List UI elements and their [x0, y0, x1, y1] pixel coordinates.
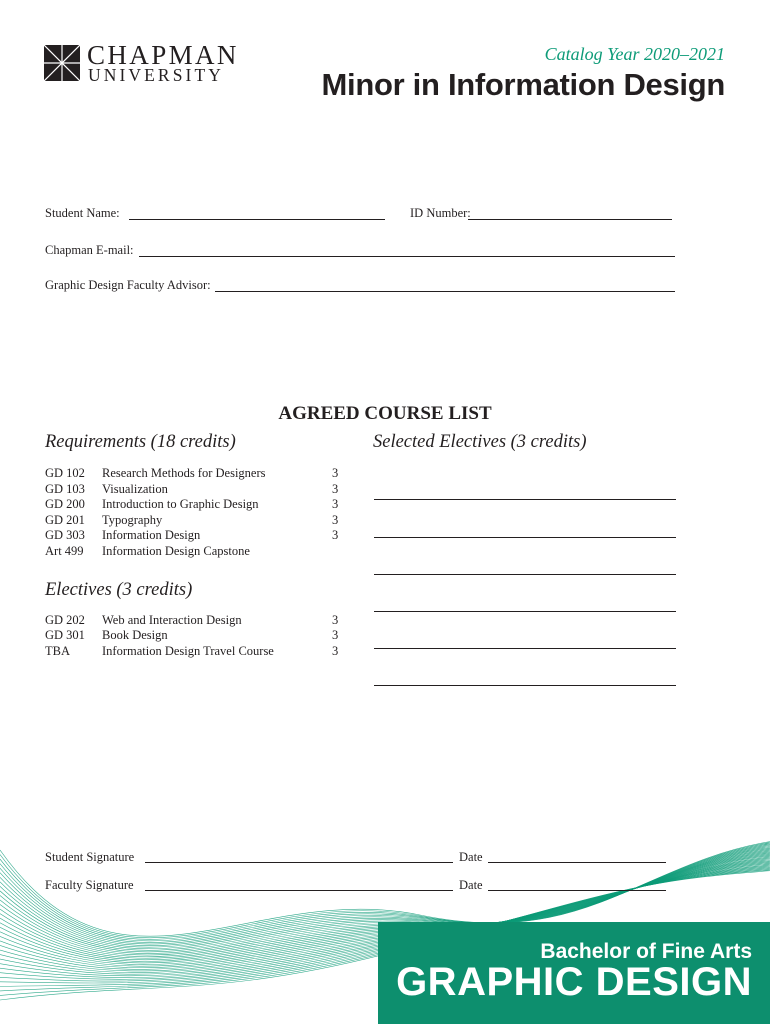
requirement-course-row [45, 481, 345, 497]
faculty-date-field[interactable] [488, 890, 666, 891]
id-number-field[interactable] [468, 219, 672, 220]
chapman-logo [44, 40, 244, 87]
requirement-course-row [45, 465, 345, 481]
chapman-email-label: Chapman E-mail: [45, 243, 134, 257]
requirement-course-row [45, 512, 345, 528]
selected-elective-field-5[interactable] [374, 648, 676, 649]
elective-course-row [45, 643, 345, 659]
course-credits: 3 [332, 466, 339, 480]
logo-wordmark-chapman: CHAPMAN [87, 40, 239, 70]
selected-elective-field-3[interactable] [374, 574, 676, 575]
selected-elective-field-4[interactable] [374, 611, 676, 612]
selected-elective-field-2[interactable] [374, 537, 676, 538]
elective-course-row [45, 612, 345, 628]
course-code: GD 303 [45, 528, 85, 542]
course-code: GD 103 [45, 482, 85, 496]
requirement-course-row [45, 496, 345, 512]
course-code: GD 201 [45, 513, 85, 527]
faculty-signature-field[interactable] [145, 890, 453, 891]
course-credits: 3 [332, 482, 339, 496]
student-name-field[interactable] [129, 219, 385, 220]
course-name: Information Design Capstone [102, 544, 250, 558]
course-name: Information Design Travel Course [102, 644, 274, 658]
electives-heading: Electives (3 credits) [45, 580, 193, 600]
course-code: GD 102 [45, 466, 85, 480]
course-name: Introduction to Graphic Design [102, 497, 259, 511]
course-credits: 3 [332, 628, 339, 642]
chapman-email-field[interactable] [139, 256, 675, 257]
selected-electives-heading: Selected Electives (3 credits) [373, 432, 587, 452]
course-code: GD 200 [45, 497, 85, 511]
footer-banner [378, 922, 770, 1024]
course-credits: 3 [332, 497, 339, 511]
faculty-advisor-field[interactable] [215, 291, 675, 292]
course-name: Information Design [102, 528, 201, 542]
course-list-title: AGREED COURSE LIST [278, 403, 492, 424]
id-number-label: ID Number: [410, 206, 471, 220]
course-name: Visualization [102, 482, 168, 496]
course-name: Book Design [102, 628, 168, 642]
selected-elective-field-6[interactable] [374, 685, 676, 686]
student-signature-label: Student Signature [45, 850, 135, 864]
student-signature-field[interactable] [145, 862, 453, 863]
course-code: Art 499 [45, 544, 84, 558]
selected-elective-field-1[interactable] [374, 499, 676, 500]
chapman-window-icon [44, 45, 80, 81]
elective-course-row [45, 627, 345, 643]
requirement-course-row [45, 527, 345, 543]
faculty-date-label: Date [459, 878, 483, 892]
course-credits: 3 [332, 528, 339, 542]
page-title: Minor in Information Design [321, 67, 725, 102]
faculty-signature-label: Faculty Signature [45, 878, 134, 892]
requirements-heading: Requirements (18 credits) [45, 432, 236, 452]
course-name: Research Methods for Designers [102, 466, 266, 480]
course-credits: 3 [332, 513, 339, 527]
logo-wordmark-university: UNIVERSITY [88, 65, 224, 85]
student-date-field[interactable] [488, 862, 666, 863]
requirement-course-row [45, 543, 345, 559]
program-name: GRAPHIC DESIGN [396, 960, 752, 1004]
course-code: GD 301 [45, 628, 85, 642]
course-credits: 3 [332, 613, 339, 627]
course-code: TBA [45, 644, 70, 658]
degree-name: Bachelor of Fine Arts [540, 940, 752, 963]
catalog-year: Catalog Year 2020–2021 [544, 44, 725, 64]
student-name-label: Student Name: [45, 206, 120, 220]
course-credits: 3 [332, 644, 339, 658]
faculty-advisor-label: Graphic Design Faculty Advisor: [45, 278, 211, 292]
course-name: Web and Interaction Design [102, 613, 242, 627]
student-date-label: Date [459, 850, 483, 864]
course-code: GD 202 [45, 613, 85, 627]
course-name: Typography [102, 513, 163, 527]
